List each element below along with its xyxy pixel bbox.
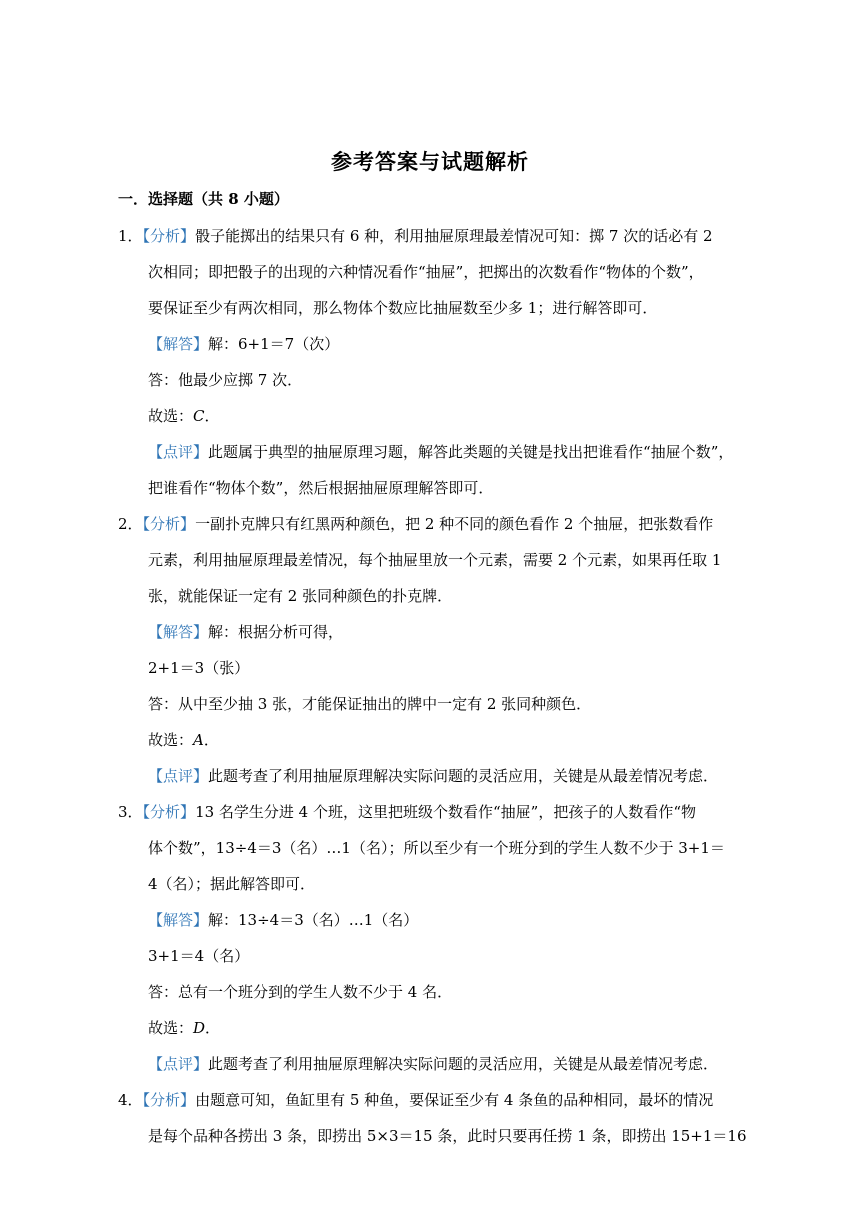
page-title: 参考答案与试题解析 <box>331 149 529 174</box>
comment-tag: 【点评】 <box>148 443 209 461</box>
choice-line <box>148 406 220 426</box>
question-3-comment <box>148 1054 718 1074</box>
comment-text: 此题属于典型的抽屉原理习题，解答此类题的关键是找出把谁看作“抽屉个数”， <box>208 443 734 461</box>
comment-tag: 【点评】 <box>148 1055 209 1073</box>
analysis-text: 一副扑克牌只有红黑两种颜色，把 2 种不同的颜色看作 2 个抽屉，把张数看作 <box>195 515 714 533</box>
question-2-answer <box>148 622 343 642</box>
question-number: 3． <box>118 803 143 821</box>
choice-prefix: 故选： <box>148 1019 194 1037</box>
comment-text: 此题考查了利用抽屉原理解决实际问题的灵活应用，关键是从最差情况考虑． <box>208 767 719 785</box>
choice-letter: C <box>193 407 205 425</box>
answer-text: 解：根据分析可得， <box>208 623 344 641</box>
choice-prefix: 故选： <box>148 731 194 749</box>
answer-tag: 【解答】 <box>148 623 209 641</box>
analysis-text: 骰子能掷出的结果只有 6 种，利用抽屉原理最差情况可知：掷 7 次的话必有 2 <box>195 227 713 245</box>
analysis-text: 4（名）；据此解答即可． <box>148 875 316 893</box>
question-number: 1． <box>118 227 143 245</box>
choice-suffix: ． <box>205 1019 221 1037</box>
question-number: 2． <box>118 515 143 533</box>
question-1-comment <box>148 442 733 462</box>
answer-tag: 【解答】 <box>148 911 209 929</box>
answer-text: 解：13÷4＝3（名）…1（名） <box>208 911 419 929</box>
choice-suffix: ． <box>204 407 220 425</box>
calc-text: 2+1＝3（张） <box>148 659 250 677</box>
comment-tag: 【点评】 <box>148 767 209 785</box>
question-2-analysis <box>118 514 713 534</box>
section-heading: 一．选择题（共 8 小题） <box>118 190 289 208</box>
comment-text: 此题考查了利用抽屉原理解决实际问题的灵活应用，关键是从最差情况考虑． <box>208 1055 719 1073</box>
choice-prefix: 故选： <box>148 407 194 425</box>
analysis-text: 次相同；即把骰子的出现的六种情况看作“抽屉”，把掷出的次数看作“物体的个数”， <box>148 263 704 281</box>
question-4-analysis <box>118 1090 713 1110</box>
question-3-answer <box>148 910 418 930</box>
reply-text: 答：他最少应掷 7 次． <box>148 371 303 389</box>
question-1-analysis <box>118 226 713 246</box>
analysis-tag: 【分析】 <box>142 515 196 533</box>
reply-text: 答：总有一个班分到的学生人数不少于 4 名． <box>148 983 453 1001</box>
analysis-text: 张，就能保证一定有 2 张同种颜色的扑克牌． <box>148 587 453 605</box>
choice-letter: D <box>193 1019 206 1037</box>
question-3-analysis <box>118 802 696 822</box>
analysis-text: 是每个品种各捞出 3 条，即捞出 5×3＝15 条，此时只要再任捞 1 条，即捞出 15+1＝16 <box>148 1127 747 1145</box>
reply-text: 答：从中至少抽 3 张，才能保证抽出的牌中一定有 2 张同种颜色． <box>148 695 592 713</box>
answer-tag: 【解答】 <box>148 335 209 353</box>
question-number: 4． <box>118 1091 143 1109</box>
choice-line <box>148 730 219 750</box>
comment-text: 把谁看作“物体个数”，然后根据抽屉原理解答即可． <box>148 479 494 497</box>
choice-letter: A <box>193 731 204 749</box>
question-2-comment <box>148 766 718 786</box>
choice-line <box>148 1018 220 1038</box>
analysis-tag: 【分析】 <box>142 227 196 245</box>
analysis-tag: 【分析】 <box>142 1091 196 1109</box>
analysis-tag: 【分析】 <box>142 803 196 821</box>
analysis-text: 由题意可知，鱼缸里有 5 种鱼，要保证至少有 4 条鱼的品种相同，最坏的情况 <box>195 1091 714 1109</box>
analysis-text: 元素，利用抽屉原理最差情况，每个抽屉里放一个元素，需要 2 个元素，如果再任取 1 <box>148 551 722 569</box>
answer-text: 解：6+1＝7（次） <box>208 335 340 353</box>
choice-suffix: ． <box>203 731 219 749</box>
analysis-text: 13 名学生分进 4 个班，这里把班级个数看作“抽屉”，把孩子的人数看作“物 <box>195 803 697 821</box>
question-1-answer <box>148 334 339 354</box>
calc-text: 3+1＝4（名） <box>148 947 250 965</box>
analysis-text: 要保证至少有两次相同，那么物体个数应比抽屉数至少多 1；进行解答即可． <box>148 299 658 317</box>
analysis-text: 体个数”，13÷4＝3（名）…1（名）；所以至少有一个班分到的学生人数不少于 3+1＝ <box>148 839 725 857</box>
